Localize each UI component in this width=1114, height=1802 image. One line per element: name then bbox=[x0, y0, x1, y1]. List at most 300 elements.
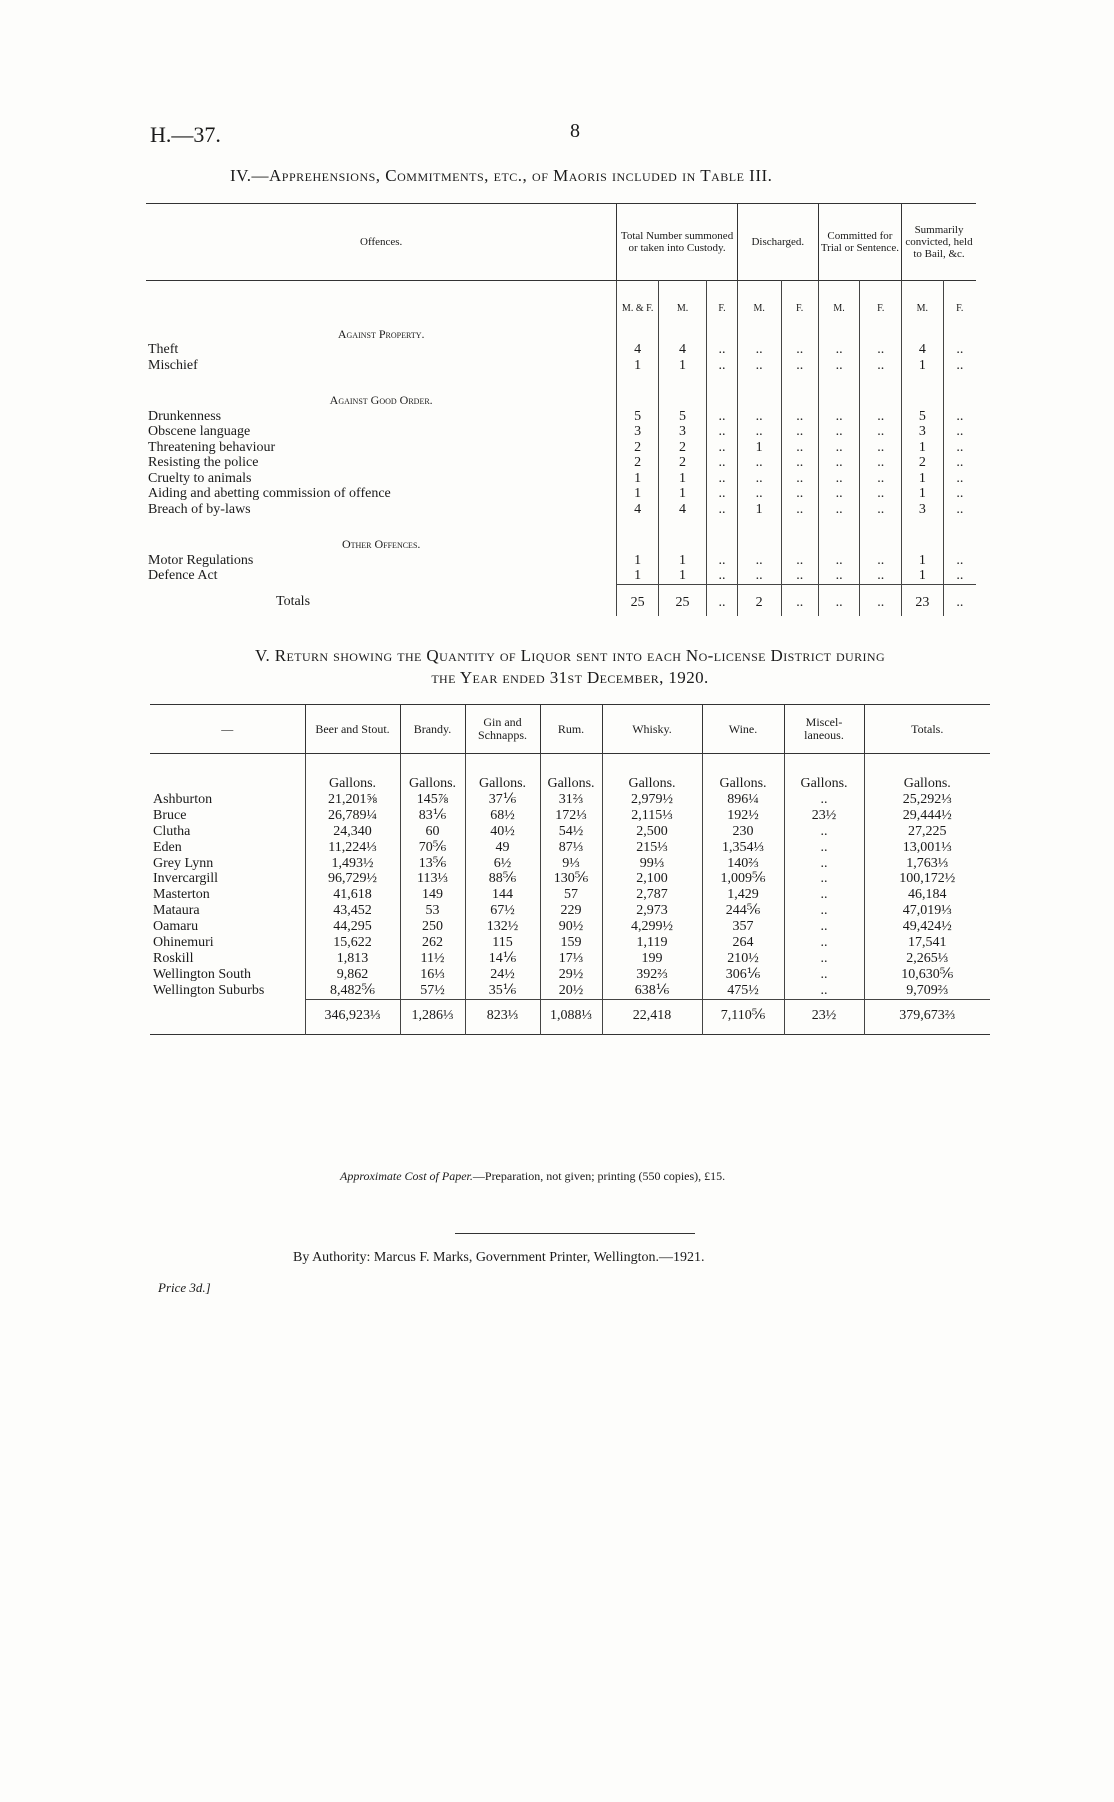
quantity-cell: 896¼ bbox=[702, 792, 784, 808]
count-cell: .. bbox=[860, 409, 902, 425]
count-cell: .. bbox=[737, 471, 781, 487]
printer-authority: By Authority: Marcus F. Marks, Government Printer, Wellington.—1921. bbox=[293, 1250, 705, 1265]
quantity-cell: 44,295 bbox=[305, 919, 400, 935]
quantity-cell: 16⅓ bbox=[400, 967, 465, 983]
quantity-cell: 2,500 bbox=[602, 824, 702, 840]
quantity-cell: .. bbox=[784, 887, 864, 903]
table-row bbox=[146, 455, 976, 471]
count-cell: 1 bbox=[902, 486, 944, 502]
spacer-cell bbox=[737, 373, 781, 383]
spacer-cell bbox=[658, 373, 706, 383]
table-row bbox=[150, 824, 990, 840]
total-cell: 23½ bbox=[784, 999, 864, 1034]
total-cell: 22,418 bbox=[602, 999, 702, 1034]
quantity-cell: 357 bbox=[702, 919, 784, 935]
count-cell: 1 bbox=[658, 358, 706, 374]
quantity-cell: .. bbox=[784, 856, 864, 872]
subheader-cell: M. bbox=[818, 281, 860, 317]
district-name: Mataura bbox=[153, 903, 200, 919]
empty-cell bbox=[943, 317, 976, 343]
count-cell: .. bbox=[707, 440, 738, 456]
district-name: Oamaru bbox=[153, 919, 199, 935]
table-row bbox=[146, 553, 976, 569]
quantity-cell: 149 bbox=[400, 887, 465, 903]
total-cell: 7,110⅚ bbox=[702, 999, 784, 1034]
quantity-cell: 140⅔ bbox=[702, 856, 784, 872]
empty-cell bbox=[860, 317, 902, 343]
quantity-cell: 113⅓ bbox=[400, 871, 465, 887]
count-cell: .. bbox=[818, 440, 860, 456]
group-heading-row bbox=[146, 383, 976, 409]
quantity-cell: 54½ bbox=[540, 824, 602, 840]
spacer-cell bbox=[860, 517, 902, 527]
count-cell: .. bbox=[781, 358, 818, 374]
quantity-cell: 10,630⅚ bbox=[864, 967, 990, 983]
count-cell: 1 bbox=[737, 440, 781, 456]
count-cell: .. bbox=[860, 440, 902, 456]
empty-cell bbox=[860, 527, 902, 553]
offence-label: Resisting the police bbox=[148, 455, 259, 470]
count-cell: .. bbox=[943, 440, 976, 456]
quantity-cell: 264 bbox=[702, 935, 784, 951]
count-cell: .. bbox=[860, 342, 902, 358]
count-cell: 1 bbox=[902, 471, 944, 487]
empty-cell bbox=[617, 317, 659, 343]
price: Price 3d.] bbox=[158, 1280, 211, 1295]
page-number: 8 bbox=[570, 120, 580, 142]
count-cell: .. bbox=[860, 553, 902, 569]
column-header: Brandy. bbox=[400, 705, 465, 754]
count-cell: 3 bbox=[902, 502, 944, 518]
empty-cell bbox=[818, 317, 860, 343]
table-row bbox=[150, 951, 990, 967]
column-header: Rum. bbox=[540, 705, 602, 754]
quantity-cell: 1,763⅓ bbox=[864, 856, 990, 872]
total-cell: .. bbox=[707, 584, 738, 616]
table-row bbox=[150, 808, 990, 824]
totals-row bbox=[146, 584, 976, 616]
count-cell: .. bbox=[943, 471, 976, 487]
empty-cell bbox=[943, 383, 976, 409]
count-cell: 2 bbox=[617, 455, 659, 471]
district-name: Bruce bbox=[153, 807, 187, 823]
count-cell: 1 bbox=[658, 553, 706, 569]
quantity-cell: .. bbox=[784, 792, 864, 808]
quantity-cell: 172⅓ bbox=[540, 808, 602, 824]
table-row bbox=[150, 903, 990, 919]
count-cell: .. bbox=[737, 424, 781, 440]
quantity-cell: 31⅔ bbox=[540, 792, 602, 808]
count-cell: 1 bbox=[658, 471, 706, 487]
count-cell: .. bbox=[737, 455, 781, 471]
quantity-cell: 306⅙ bbox=[702, 967, 784, 983]
col-discharged: Discharged. bbox=[737, 204, 818, 281]
unit-label: Gallons. bbox=[602, 754, 702, 792]
table-row bbox=[146, 342, 976, 358]
district-name: Grey Lynn bbox=[153, 855, 214, 871]
quantity-cell: 96,729½ bbox=[305, 871, 400, 887]
quantity-cell: 230 bbox=[702, 824, 784, 840]
col-offences: Offences. bbox=[360, 236, 403, 248]
count-cell: 4 bbox=[902, 342, 944, 358]
quantity-cell: 11,224⅓ bbox=[305, 840, 400, 856]
units-blank bbox=[150, 754, 305, 792]
count-cell: .. bbox=[737, 553, 781, 569]
subheader-cell: M. bbox=[902, 281, 944, 317]
empty-cell bbox=[902, 383, 944, 409]
quantity-cell: 67½ bbox=[465, 903, 540, 919]
count-cell: .. bbox=[781, 342, 818, 358]
quantity-cell: .. bbox=[784, 919, 864, 935]
quantity-cell: 1,009⅚ bbox=[702, 871, 784, 887]
empty-cell bbox=[781, 383, 818, 409]
offence-label: Cruelty to animals bbox=[148, 470, 252, 486]
table-iv-header-row bbox=[146, 204, 976, 281]
count-cell: .. bbox=[818, 471, 860, 487]
spacer-cell bbox=[943, 517, 976, 527]
count-cell: .. bbox=[860, 358, 902, 374]
empty-cell bbox=[781, 317, 818, 343]
count-cell: 1 bbox=[617, 486, 659, 502]
spacer-cell bbox=[707, 517, 738, 527]
offence-label: Motor Regulations bbox=[148, 552, 254, 568]
units-row bbox=[150, 754, 990, 792]
district-name: Ohinemuri bbox=[153, 935, 214, 951]
offence-label: Defence Act bbox=[148, 568, 218, 584]
quantity-cell: 1,354⅓ bbox=[702, 840, 784, 856]
count-cell: 4 bbox=[617, 342, 659, 358]
count-cell: 1 bbox=[902, 553, 944, 569]
count-cell: 4 bbox=[658, 502, 706, 518]
quantity-cell: 159 bbox=[540, 935, 602, 951]
subheader-cell: F. bbox=[781, 281, 818, 317]
quantity-cell: 475½ bbox=[702, 983, 784, 999]
count-cell: 5 bbox=[617, 409, 659, 425]
table-row bbox=[150, 840, 990, 856]
count-cell: .. bbox=[943, 502, 976, 518]
quantity-cell: 9,862 bbox=[305, 967, 400, 983]
count-cell: .. bbox=[860, 502, 902, 518]
offence-label: Breach of by-laws bbox=[148, 501, 251, 517]
empty-cell bbox=[658, 527, 706, 553]
table-row bbox=[146, 424, 976, 440]
quantity-cell: 60 bbox=[400, 824, 465, 840]
quantity-cell: 6½ bbox=[465, 856, 540, 872]
spacer-cell bbox=[902, 517, 944, 527]
spacer-cell bbox=[860, 373, 902, 383]
empty-cell bbox=[818, 383, 860, 409]
total-cell: 823⅓ bbox=[465, 999, 540, 1034]
count-cell: .. bbox=[943, 409, 976, 425]
quantity-cell: 244⅚ bbox=[702, 903, 784, 919]
quantity-cell: 37⅙ bbox=[465, 792, 540, 808]
count-cell: .. bbox=[737, 342, 781, 358]
quantity-cell: 90½ bbox=[540, 919, 602, 935]
quantity-cell: 2,973 bbox=[602, 903, 702, 919]
quantity-cell: 25,292⅓ bbox=[864, 792, 990, 808]
empty-cell bbox=[902, 317, 944, 343]
table-row bbox=[150, 935, 990, 951]
quantity-cell: .. bbox=[784, 935, 864, 951]
count-cell: .. bbox=[818, 455, 860, 471]
spacer-cell bbox=[902, 373, 944, 383]
quantity-cell: 2,265⅓ bbox=[864, 951, 990, 967]
count-cell: .. bbox=[707, 553, 738, 569]
empty-cell bbox=[707, 527, 738, 553]
count-cell: 1 bbox=[902, 358, 944, 374]
table-iv-subheader-row bbox=[146, 281, 976, 317]
empty-cell bbox=[902, 527, 944, 553]
totals-blank bbox=[150, 999, 305, 1034]
empty-cell bbox=[658, 317, 706, 343]
spacer-cell bbox=[146, 517, 617, 527]
quantity-cell: 20½ bbox=[540, 983, 602, 999]
empty-cell bbox=[658, 383, 706, 409]
quantity-cell: 23½ bbox=[784, 808, 864, 824]
quantity-cell: 2,787 bbox=[602, 887, 702, 903]
total-cell: 346,923⅓ bbox=[305, 999, 400, 1034]
quantity-cell: 215⅓ bbox=[602, 840, 702, 856]
quantity-cell: 9,709⅔ bbox=[864, 983, 990, 999]
count-cell: .. bbox=[860, 486, 902, 502]
count-cell: 3 bbox=[902, 424, 944, 440]
count-cell: .. bbox=[860, 471, 902, 487]
total-cell: 2 bbox=[737, 584, 781, 616]
district-name: Wellington South bbox=[153, 966, 252, 982]
district-name: Invercargill bbox=[153, 871, 219, 887]
quantity-cell: 199 bbox=[602, 951, 702, 967]
table-v-header-row bbox=[150, 705, 990, 754]
table-row bbox=[146, 471, 976, 487]
count-cell: .. bbox=[707, 502, 738, 518]
empty-cell bbox=[737, 383, 781, 409]
offence-label: Mischief bbox=[148, 357, 198, 373]
table-v-title bbox=[150, 645, 990, 689]
quantity-cell: 35⅙ bbox=[465, 983, 540, 999]
total-cell: 25 bbox=[658, 584, 706, 616]
count-cell: .. bbox=[943, 358, 976, 374]
count-cell: .. bbox=[707, 358, 738, 374]
subheader-blank bbox=[146, 281, 617, 317]
table-row bbox=[146, 502, 976, 518]
column-header: Wine. bbox=[702, 705, 784, 754]
quantity-cell: 88⅚ bbox=[465, 871, 540, 887]
quantity-cell: 210½ bbox=[702, 951, 784, 967]
empty-cell bbox=[617, 383, 659, 409]
empty-cell bbox=[617, 527, 659, 553]
empty-cell bbox=[943, 527, 976, 553]
count-cell: 1 bbox=[617, 568, 659, 584]
spacer-cell bbox=[658, 517, 706, 527]
count-cell: .. bbox=[781, 553, 818, 569]
group-heading: Against Good Order. bbox=[329, 393, 433, 407]
total-cell: 25 bbox=[617, 584, 659, 616]
table-v-title-line1: V. Return showing the Quantity of Liquor sent into each No-license District during bbox=[254, 646, 886, 665]
empty-cell bbox=[707, 317, 738, 343]
spacer-cell bbox=[617, 517, 659, 527]
count-cell: 1 bbox=[617, 358, 659, 374]
quantity-cell: 229 bbox=[540, 903, 602, 919]
quantity-cell: 15,622 bbox=[305, 935, 400, 951]
quantity-cell: 17⅓ bbox=[540, 951, 602, 967]
column-header: Gin and Schnapps. bbox=[465, 705, 540, 754]
count-cell: 2 bbox=[902, 455, 944, 471]
quantity-cell: 14⅙ bbox=[465, 951, 540, 967]
count-cell: .. bbox=[781, 568, 818, 584]
table-row bbox=[146, 568, 976, 584]
total-cell: .. bbox=[781, 584, 818, 616]
empty-cell bbox=[707, 383, 738, 409]
district-name: Eden bbox=[153, 839, 182, 855]
quantity-cell: 13⅚ bbox=[400, 856, 465, 872]
quantity-cell: 99⅓ bbox=[602, 856, 702, 872]
col-total: Total Number summoned or taken into Custody. bbox=[617, 204, 737, 281]
quantity-cell: 2,115⅓ bbox=[602, 808, 702, 824]
count-cell: .. bbox=[781, 440, 818, 456]
quantity-cell: 70⅚ bbox=[400, 840, 465, 856]
count-cell: .. bbox=[943, 424, 976, 440]
quantity-cell: 262 bbox=[400, 935, 465, 951]
count-cell: .. bbox=[943, 553, 976, 569]
quantity-cell: 87⅓ bbox=[540, 840, 602, 856]
quantity-cell: 24,340 bbox=[305, 824, 400, 840]
count-cell: 1 bbox=[902, 568, 944, 584]
spacer-cell bbox=[781, 517, 818, 527]
count-cell: .. bbox=[818, 553, 860, 569]
column-header: Beer and Stout. bbox=[305, 705, 400, 754]
count-cell: 1 bbox=[902, 440, 944, 456]
count-cell: .. bbox=[781, 409, 818, 425]
quantity-cell: 46,184 bbox=[864, 887, 990, 903]
subheader-cell: F. bbox=[860, 281, 902, 317]
count-cell: 1 bbox=[658, 568, 706, 584]
count-cell: .. bbox=[818, 409, 860, 425]
unit-label: Gallons. bbox=[400, 754, 465, 792]
count-cell: .. bbox=[943, 455, 976, 471]
district-name: Masterton bbox=[153, 887, 210, 903]
unit-label: Gallons. bbox=[465, 754, 540, 792]
table-row bbox=[146, 486, 976, 502]
table-iv bbox=[146, 203, 976, 616]
spacer-cell bbox=[818, 373, 860, 383]
quantity-cell: 2,979½ bbox=[602, 792, 702, 808]
count-cell: .. bbox=[781, 455, 818, 471]
quantity-cell: 29½ bbox=[540, 967, 602, 983]
count-cell: .. bbox=[818, 424, 860, 440]
total-cell: .. bbox=[943, 584, 976, 616]
count-cell: .. bbox=[818, 486, 860, 502]
empty-cell bbox=[737, 317, 781, 343]
count-cell: 3 bbox=[658, 424, 706, 440]
count-cell: .. bbox=[707, 342, 738, 358]
table-v bbox=[150, 704, 990, 1035]
quantity-cell: 8,482⅚ bbox=[305, 983, 400, 999]
offence-label: Drunkenness bbox=[148, 408, 222, 424]
quantity-cell: 83⅙ bbox=[400, 808, 465, 824]
count-cell: 2 bbox=[617, 440, 659, 456]
quantity-cell: 2,100 bbox=[602, 871, 702, 887]
quantity-cell: 68½ bbox=[465, 808, 540, 824]
count-cell: .. bbox=[737, 568, 781, 584]
quantity-cell: 47,019⅓ bbox=[864, 903, 990, 919]
count-cell: .. bbox=[781, 471, 818, 487]
quantity-cell: 17,541 bbox=[864, 935, 990, 951]
table-row bbox=[150, 919, 990, 935]
count-cell: .. bbox=[737, 486, 781, 502]
spacer-cell bbox=[617, 373, 659, 383]
divider bbox=[455, 1233, 695, 1234]
column-header: Miscel-laneous. bbox=[784, 705, 864, 754]
col-summarily: Summarily convicted, held to Bail, &c. bbox=[902, 204, 976, 281]
quantity-cell: 1,493½ bbox=[305, 856, 400, 872]
spacer-cell bbox=[818, 517, 860, 527]
table-row bbox=[150, 871, 990, 887]
document-reference: H.—37. bbox=[150, 122, 221, 147]
subheader-cell: M. bbox=[658, 281, 706, 317]
offence-label: Theft bbox=[148, 342, 179, 357]
spacer-cell bbox=[146, 373, 617, 383]
empty-cell bbox=[781, 527, 818, 553]
spacer-cell bbox=[781, 373, 818, 383]
count-cell: .. bbox=[781, 502, 818, 518]
district-name: Wellington Suburbs bbox=[153, 983, 265, 999]
table-row bbox=[150, 856, 990, 872]
quantity-cell: 1,119 bbox=[602, 935, 702, 951]
group-heading: Against Property. bbox=[337, 326, 425, 341]
subheader-cell: F. bbox=[943, 281, 976, 317]
count-cell: 1 bbox=[617, 471, 659, 487]
total-cell: 1,286⅓ bbox=[400, 999, 465, 1034]
cost-text: —Preparation, not given; printing (550 copies), £15. bbox=[472, 1169, 726, 1183]
total-cell: .. bbox=[818, 584, 860, 616]
column-header: — bbox=[221, 721, 234, 736]
offence-label: Aiding and abetting commission of offence bbox=[148, 486, 391, 501]
cost-note bbox=[340, 1169, 725, 1184]
count-cell: 3 bbox=[617, 424, 659, 440]
table-iv-title: IV.—Apprehensions, Commitments, etc., of Maoris included in Table III. bbox=[230, 166, 773, 185]
total-cell: 1,088⅓ bbox=[540, 999, 602, 1034]
table-row bbox=[150, 983, 990, 999]
unit-label: Gallons. bbox=[540, 754, 602, 792]
quantity-cell: 1,813 bbox=[305, 951, 400, 967]
column-header: Whisky. bbox=[602, 705, 702, 754]
table-v-title-line2: the Year ended 31st December, 1920. bbox=[431, 668, 709, 687]
count-cell: .. bbox=[737, 409, 781, 425]
count-cell: .. bbox=[707, 455, 738, 471]
quantity-cell: 27,225 bbox=[864, 824, 990, 840]
count-cell: 5 bbox=[658, 409, 706, 425]
quantity-cell: 130⅚ bbox=[540, 871, 602, 887]
quantity-cell: 26,789¼ bbox=[305, 808, 400, 824]
count-cell: .. bbox=[860, 455, 902, 471]
count-cell: .. bbox=[707, 486, 738, 502]
quantity-cell: 21,201⅝ bbox=[305, 792, 400, 808]
quantity-cell: .. bbox=[784, 983, 864, 999]
table-row bbox=[146, 358, 976, 374]
count-cell: 5 bbox=[902, 409, 944, 425]
quantity-cell: .. bbox=[784, 951, 864, 967]
totals-label: Totals bbox=[276, 594, 311, 610]
empty-cell bbox=[818, 527, 860, 553]
count-cell: .. bbox=[781, 424, 818, 440]
district-name: Roskill bbox=[153, 950, 194, 966]
count-cell: .. bbox=[818, 502, 860, 518]
group-heading-row bbox=[146, 527, 976, 553]
table-row bbox=[146, 440, 976, 456]
quantity-cell: 100,172½ bbox=[864, 871, 990, 887]
count-cell: .. bbox=[860, 424, 902, 440]
district-name: Clutha bbox=[153, 823, 191, 839]
